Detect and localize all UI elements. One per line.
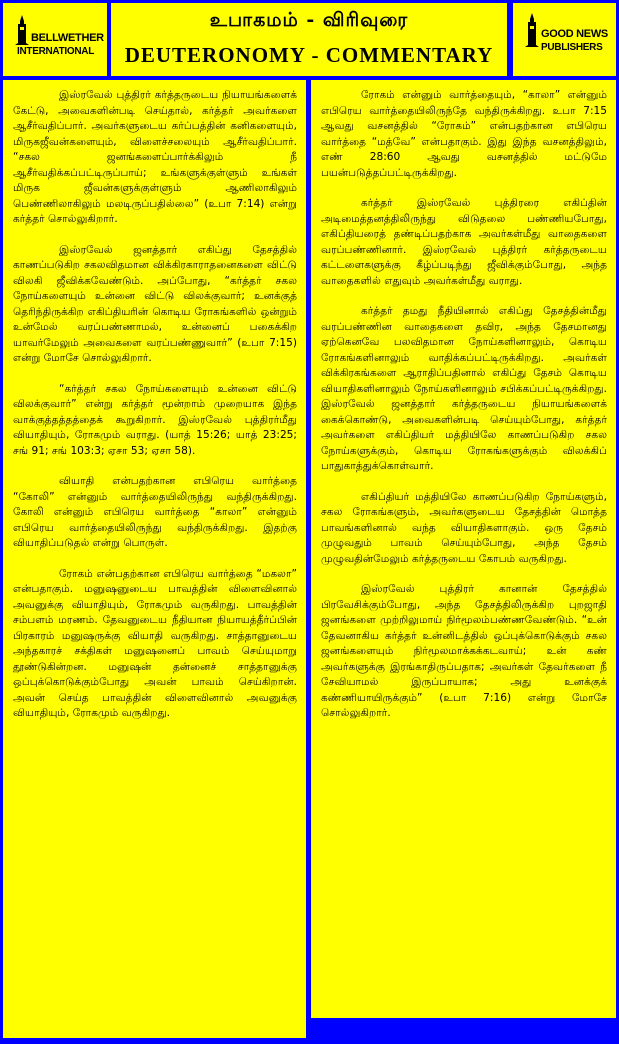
page-title-tamil: உபாகமம் - விரிவுரை xyxy=(209,9,409,31)
page-title-english: DEUTERONOMY - COMMENTARY xyxy=(124,43,494,67)
right-column xyxy=(311,80,616,1018)
right-paragraph-1: ரோகம் என்னும் வார்த்தையும், “காலா” என்னும் எபிரெய வார்த்தையிலிருந்தே வந்திருக்கிறது. உபா 7:15 ஆவது வசனத்தில் “ரோகம்” என்பதற்கான எபிரெய வார்த்தை “மத்வே” என்பதாகும். இது இந்த வசனத்திலும், எண் 28:60 ஆவது வசனத்தில் மட்டுமே பயன்படுத்தப்பட்டிருக்கிறது. xyxy=(321,89,607,179)
right-paragraph-3: கர்த்தர் தமது நீதியினால் எகிப்து தேசத்தின்மீது வரப்பண்ணின வாதைகளை தவிர, அந்த தேசமானது ஏற்கெனவே பலவிதமான நோய்களினாலும், கொடிய ரோகங்களினாலும் வாதிக்கப்பட்டிருக்கிறது. அவர்கள் விக்கிரகங்களை ஆராதிப்பதினால் எகிப்து தேசம் கொடிய வியாதிகளினாலும் நோய்களினாலும் சபிக்கப்பட்டிருக்கிறது. இஸ்ரவேல் ஜனத்தார் கர்த்தருடைய நியாயங்களைக் கைக்கொண்டு, அவைகளின்படி செய்யும்போது, கர்த்தர் அவர்களை எகிப்தியர் மத்தியிலே காணப்படுகிற சகல நோய்களுக்கும், கொடிய ரோகங்களுக்கும் விலக்கிப் பாதுகாத்துக்கொள்வார். xyxy=(321,305,607,472)
left-paragraph-1: இஸ்ரவேல் புத்திரர் கர்த்தருடைய நியாயங்களைக் கேட்டு, அவைகளின்படி செய்தால், கர்த்தர் அவர்களை ஆசீர்வதிப்பார். அவர்களுடைய கர்ப்பத்தின் கனிகளையும், மிருகஜீவன்களையும், விளைச்சலையும் ஆசீர்வதிப்பார். “சகல ஜனங்களைப்பார்க்கிலும் நீ ஆசீர்வதிக்கப்பட்டிருப்பாய்; உங்களுக்குள்ளும் உங்கள் மிருக ஜீவன்களுக்குள்ளும் ஆணிலாகிலும் பெண்ணிலாகிலும் மலடிருப்பதில்லை” (உபா 7:14) என்று கர்த்தர் சொல்லுகிறார். xyxy=(13,89,297,225)
header-left-panel xyxy=(3,3,107,76)
right-paragraph-5: இஸ்ரவேல் புத்திரர் கானான் தேசத்தில் பிரவேசிக்கும்போது, அந்த தேசத்திலிருக்கிற புறஜாதி ஜனங்களை முற்றிலுமாய் நிர்மூலம்பண்ணவேண்டும். “உன் தேவனாகிய கர்த்தர் உன்னிடத்தில் ஒப்புக்கொடுக்கும் சகல ஜனங்களையும் நிர்மூலமாக்கக்கடவாய்; உன் கண் அவர்களுக்கு இரங்காதிருப்பதாக; அவர்கள் தேவர்களை நீ சேவியாமல் இருப்பாயாக; அது உனக்குக் கண்ணியாயிருக்கும்” (உபா 7:16) என்று மோசே சொல்லுகிறார். xyxy=(321,583,607,719)
left-column xyxy=(3,80,306,1038)
left-paragraph-2: இஸ்ரவேல் ஜனத்தார் எகிப்து தேசத்தில் காணப்படுகிற சகலவிதமான விக்கிரகாராதனைகளை விட்டு விலகி ஜீவிக்கவேண்டும். அப்போது, “கர்த்தர் சகல நோய்களையும் உன்னை விட்டு விலக்குவார்; உனக்குத் தெரிந்திருக்கிற எகிப்தியரின் கொடிய ரோகங்களில் ஒன்றும் உன்மேல் வரப்பண்ணாமல், உன்னைப் பகைக்கிற யாவர்மேலும் அவைகளை வரப்பண்ணுவார்” (உபா 7:15) என்று மோசே சொல்லுகிறார். xyxy=(13,243,297,364)
tower-icon xyxy=(525,13,539,47)
logo-right-line2: PUBLISHERS xyxy=(541,42,603,53)
right-paragraph-4: எகிப்தியர் மத்தியிலே காணப்படுகிற நோய்களும், சகல ரோகங்களும், அவர்களுடைய தேசத்தின் மொத்த பாவங்களினால் வந்த வியாதிகளாகும். ஒரு தேசம் முழுவதும் பாவம் செய்யும்போது, அந்த தேசம் முழுவதின்மேலும் கர்த்தருடைய கோபம் வருகிறது. xyxy=(321,490,607,565)
right-paragraph-2: கர்த்தர் இஸ்ரவேல் புத்திரரை எகிப்தின் அடிமைத்தனத்திலிருந்து விடுதலை பண்ணியபோது, எகிப்தியரைத் தண்டிப்பதற்காக அவர்கள்மீது வாதைகளை வரப்பண்ணினார். இஸ்ரவேல் புத்திரர் கர்த்தருடைய கட்டளைகளுக்கு கீழ்ப்படிந்து ஜீவிக்கும்போது, அந்த வாதைகளில் எதுவும் அவர்கள்மீது வராது. xyxy=(321,197,607,287)
logo-left-line1: BELLWETHER xyxy=(31,32,104,44)
logo-right-line1: GOOD NEWS xyxy=(541,28,608,40)
left-paragraph-5: ரோகம் என்பதற்கான எபிரெய வார்த்தை “மகலா” என்பதாகும். மனுஷனுடைய பாவத்தின் விளைவினால் அவனுக்கு வியாதியும், ரோகமும் வருகிறது. பாவத்தின் சம்பளம் மரணம். தேவனுடைய நீதியான நியாயத்தீர்ப்பின் பிரகாரம் மனுஷருக்கு வியாதி வருகிறது. சாத்தானுடைய அந்தகாரச் சக்திகள் மனுஷனைப் பாவம் செய்யுமாறு தூண்டுகின்றன. மனுஷன் தன்னைச் சாத்தானுக்கு ஒப்புக்கொடுக்கும்போது அவன் பாவம் செய்கிறான். அவன் செய்த பாவத்தின் விளைவினால் அவனுக்கு வியாதியும், ரோகமும் வருகிறது. xyxy=(13,567,297,719)
tower-icon xyxy=(15,15,29,45)
left-paragraph-4: வியாதி என்பதற்கான எபிரெய வார்த்தை “கோலி” என்னும் வார்த்தையிலிருந்து வந்திருக்கிறது. கோலி என்னும் எபிரெய வார்த்தை “காலா” என்னும் எபிரெய வார்த்தையிலிருந்து வந்திருக்கிறது. இதற்கு வியாதிப்படுதல் என்று பொருள். xyxy=(13,475,297,549)
header-right-panel xyxy=(513,3,616,76)
header-title-panel xyxy=(111,3,507,76)
left-paragraph-3: “கர்த்தர் சகல நோய்களையும் உன்னை விட்டு விலக்குவார்” என்று கர்த்தர் மூன்றாம் முறையாக இந்த வாக்குத்தத்தத்தைக் கூறுகிறார். இஸ்ரவேல் புத்திரர்மீது வியாதியும், ரோகமும் வராது. (யாத் 15:26; யாத் 23:25; சங் 91; சங் 103:3; ஏசா 53; ஏசா 58). xyxy=(13,382,297,457)
logo-left-line2: INTERNATIONAL xyxy=(17,46,95,57)
